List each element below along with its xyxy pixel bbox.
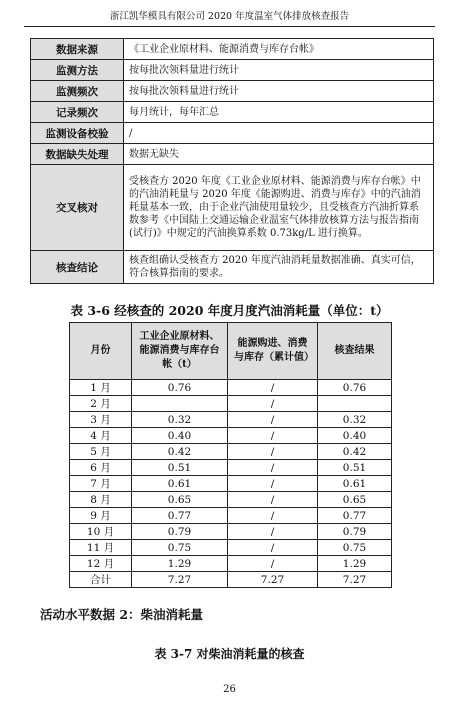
cell-month: 2 月	[70, 396, 132, 412]
info-row	[31, 39, 434, 60]
info-key: 监测频次	[31, 81, 124, 102]
cell-month: 8 月	[70, 492, 132, 508]
col-header-energy: 能源购进、消费与库存（累计值）	[228, 323, 318, 380]
cell-ledger: 0.40	[132, 428, 228, 444]
cell-result: 0.77	[318, 508, 392, 524]
cell-month: 6 月	[70, 460, 132, 476]
cell-result: 0.42	[318, 444, 392, 460]
cell-result: 0.65	[318, 492, 392, 508]
cell-ledger: 0.77	[132, 508, 228, 524]
table-row	[70, 492, 392, 508]
cell-month: 5 月	[70, 444, 132, 460]
cell-ledger: 0.61	[132, 476, 228, 492]
cell-ledger: 0.65	[132, 492, 228, 508]
cell-month: 10 月	[70, 524, 132, 540]
cell-energy: /	[228, 508, 318, 524]
info-value: /	[124, 123, 434, 144]
info-row	[31, 102, 434, 123]
info-key: 监测方法	[31, 60, 124, 81]
cell-month: 11 月	[70, 540, 132, 556]
info-row	[31, 165, 434, 251]
cell-month: 7 月	[70, 476, 132, 492]
info-row	[31, 251, 434, 284]
info-value: 每月统计，每年汇总	[124, 102, 434, 123]
gasoline-monitoring-table	[30, 38, 434, 284]
page-header: 浙江凯华模具有限公司 2020 年度温室气体排放核查报告	[24, 8, 435, 27]
cell-energy: /	[228, 492, 318, 508]
info-value: 《工业企业原材料、能源消费与库存台帐》	[124, 39, 434, 60]
info-key: 核查结论	[31, 251, 124, 284]
cell-ledger: 0.75	[132, 540, 228, 556]
info-row	[31, 60, 434, 81]
table-row	[70, 476, 392, 492]
monthly-gasoline-table	[69, 322, 392, 588]
info-value: 按每批次领料量进行统计	[124, 60, 434, 81]
table-row	[70, 380, 392, 396]
cell-energy: /	[228, 556, 318, 572]
cell-result: 0.40	[318, 428, 392, 444]
cell-result: 0.79	[318, 524, 392, 540]
cell-month: 合计	[70, 572, 132, 588]
cell-month: 12 月	[70, 556, 132, 572]
info-value: 受核查方 2020 年度《工业企业原材料、能源消费与库存台帐》中的汽油消耗量与 2020 年度《能源购进、消费与库存》中的汽油消耗量基本一致，由于企业汽油使用量较少，且受核查方汽油折算系数参考《中国陆上交通运输企业温室气体排放核算方法与报告指南(试行)》中规定的汽油换算系数 0.73kg/L 进行换算。	[124, 165, 434, 251]
col-header-result: 核查结果	[318, 323, 392, 380]
info-value: 数据无缺失	[124, 144, 434, 165]
cell-ledger	[132, 396, 228, 412]
info-key: 监测设备校验	[31, 123, 124, 144]
cell-energy: /	[228, 380, 318, 396]
table-row	[70, 540, 392, 556]
info-value: 按每批次领料量进行统计	[124, 81, 434, 102]
cell-ledger: 7.27	[132, 572, 228, 588]
cell-energy: 7.27	[228, 572, 318, 588]
cell-ledger: 0.42	[132, 444, 228, 460]
cell-result: 7.27	[318, 572, 392, 588]
cell-ledger: 0.76	[132, 380, 228, 396]
cell-result	[318, 396, 392, 412]
cell-ledger: 1.29	[132, 556, 228, 572]
cell-energy: /	[228, 476, 318, 492]
info-row	[31, 123, 434, 144]
cell-ledger: 0.51	[132, 460, 228, 476]
cell-result: 0.61	[318, 476, 392, 492]
cell-ledger: 0.32	[132, 412, 228, 428]
cell-result: 0.51	[318, 460, 392, 476]
info-value: 核查组确认受核查方 2020 年度汽油消耗量数据准确、真实可信，符合核算指南的要求。	[124, 251, 434, 284]
table-row	[70, 412, 392, 428]
info-key: 数据来源	[31, 39, 124, 60]
cell-energy: /	[228, 460, 318, 476]
col-header-month: 月份	[70, 323, 132, 380]
table-row	[70, 444, 392, 460]
cell-energy: /	[228, 524, 318, 540]
cell-energy: /	[228, 396, 318, 412]
table-row	[70, 572, 392, 588]
info-key: 数据缺失处理	[31, 144, 124, 165]
info-row	[31, 81, 434, 102]
table-row	[70, 524, 392, 540]
cell-energy: /	[228, 540, 318, 556]
cell-energy: /	[228, 412, 318, 428]
info-key: 记录频次	[31, 102, 124, 123]
info-key: 交叉核对	[31, 165, 124, 251]
cell-month: 9 月	[70, 508, 132, 524]
page-number: 26	[223, 684, 236, 695]
table-header-row	[70, 323, 392, 380]
info-row	[31, 144, 434, 165]
cell-energy: /	[228, 428, 318, 444]
cell-month: 3 月	[70, 412, 132, 428]
table-row	[70, 508, 392, 524]
table-row	[70, 428, 392, 444]
table-3-7-caption: 表 3-7 对柴油消耗量的核查	[154, 647, 305, 661]
cell-result: 0.75	[318, 540, 392, 556]
cell-month: 1 月	[70, 380, 132, 396]
table-3-6-caption: 表 3-6 经核查的 2020 年度月度汽油消耗量（单位：t）	[70, 303, 389, 318]
cell-energy: /	[228, 444, 318, 460]
cell-result: 0.32	[318, 412, 392, 428]
col-header-ledger: 工业企业原材料、能源消费与库存台帐（t）	[132, 323, 228, 380]
cell-ledger: 0.79	[132, 524, 228, 540]
cell-result: 0.76	[318, 380, 392, 396]
section-heading: 活动水平数据 2：柴油消耗量	[40, 607, 204, 622]
table-row	[70, 396, 392, 412]
cell-result: 1.29	[318, 556, 392, 572]
table-row	[70, 460, 392, 476]
table-row	[70, 556, 392, 572]
cell-month: 4 月	[70, 428, 132, 444]
